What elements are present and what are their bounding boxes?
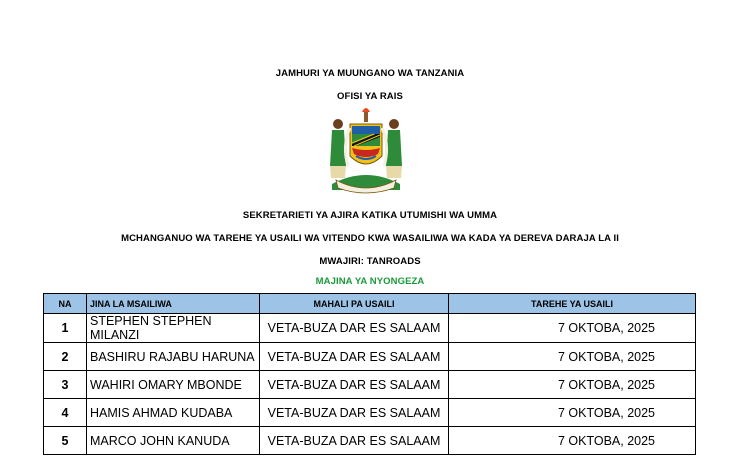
cell-name: HAMIS AHMAD KUDABA (87, 399, 260, 427)
table-row (44, 399, 696, 427)
cell-name: MARCO JOHN KANUDA (87, 427, 260, 455)
cell-number: 5 (44, 427, 87, 455)
cell-number: 4 (44, 399, 87, 427)
table-row (44, 427, 696, 455)
document-subject: MCHANGANUO WA TAREHE YA USAILI WA VITENDO KWA WASAILIWA WA KADA YA DEREVA DARAJA LA II (121, 233, 619, 244)
cell-place: VETA-BUZA DAR ES SALAAM (260, 343, 449, 371)
employer-label: MWAJIRI: TANROADS (319, 256, 421, 267)
cell-place: VETA-BUZA DAR ES SALAAM (260, 427, 449, 455)
table-row (44, 314, 696, 343)
col-header-place: MAHALI PA USAILI (260, 294, 449, 314)
cell-date: 7 OKTOBA, 2025 (449, 427, 696, 455)
cell-number: 1 (44, 314, 87, 343)
cell-date: 7 OKTOBA, 2025 (449, 343, 696, 371)
title-republic: JAMHURI YA MUUNGANO WA TANZANIA (275, 68, 465, 79)
cell-name: WAHIRI OMARY MBONDE (87, 371, 260, 399)
cell-number: 2 (44, 343, 87, 371)
cell-date: 7 OKTOBA, 2025 (449, 371, 696, 399)
title-secretariat: SEKRETARIETI YA AJIRA KATIKA UTUMISHI WA UMMA (242, 210, 498, 221)
table-row (44, 343, 696, 371)
cell-date: 7 OKTOBA, 2025 (449, 314, 696, 343)
cell-place: VETA-BUZA DAR ES SALAAM (260, 371, 449, 399)
cell-date: 7 OKTOBA, 2025 (449, 399, 696, 427)
col-header-number: NA (44, 294, 87, 314)
table-header-row (44, 294, 696, 314)
additional-names-heading: MAJINA YA NYONGEZA (315, 276, 425, 287)
cell-name: BASHIRU RAJABU HARUNA (87, 343, 260, 371)
col-header-date: TAREHE YA USAILI (449, 294, 696, 314)
coat-of-arms-icon (318, 106, 414, 196)
candidates-table (43, 293, 696, 455)
table-row (44, 371, 696, 399)
title-office: OFISI YA RAIS (337, 91, 403, 102)
cell-place: VETA-BUZA DAR ES SALAAM (260, 314, 449, 343)
cell-name: STEPHEN STEPHEN MILANZI (87, 314, 260, 343)
cell-place: VETA-BUZA DAR ES SALAAM (260, 399, 449, 427)
cell-number: 3 (44, 371, 87, 399)
col-header-name: JINA LA MSAILIWA (87, 294, 260, 314)
